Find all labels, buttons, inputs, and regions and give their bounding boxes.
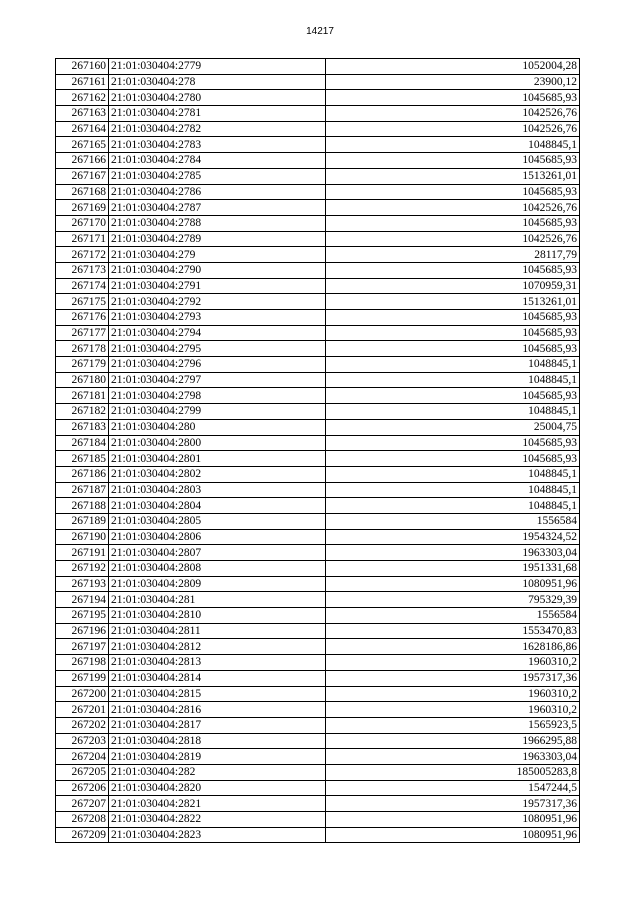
cadastral-number-cell: 21:01:030404:2810 — [109, 608, 326, 624]
row-number-cell: 267202 — [56, 717, 109, 733]
row-number-cell: 267171 — [56, 231, 109, 247]
cadastral-number-cell: 21:01:030404:2782 — [109, 121, 326, 137]
row-number-cell: 267161 — [56, 74, 109, 90]
cadastral-number-cell: 21:01:030404:279 — [109, 247, 326, 263]
table-row — [56, 623, 580, 639]
page-number: 14217 — [306, 26, 334, 37]
cadastral-number-cell: 21:01:030404:2814 — [109, 670, 326, 686]
cadastral-value-cell: 1042526,76 — [326, 200, 580, 216]
cadastral-value-cell: 1963303,04 — [326, 749, 580, 765]
row-number-cell: 267172 — [56, 247, 109, 263]
table-row — [56, 419, 580, 435]
cadastral-number-cell: 21:01:030404:2803 — [109, 482, 326, 498]
cadastral-number-cell: 21:01:030404:2818 — [109, 733, 326, 749]
cadastral-value-cell: 1547244,5 — [326, 780, 580, 796]
cadastral-number-cell: 21:01:030404:2796 — [109, 357, 326, 373]
table-row — [56, 262, 580, 278]
cadastral-number-cell: 21:01:030404:2804 — [109, 498, 326, 514]
row-number-cell: 267166 — [56, 153, 109, 169]
table-row — [56, 733, 580, 749]
table-row — [56, 121, 580, 137]
cadastral-value-cell: 1045685,93 — [326, 310, 580, 326]
cadastral-value-cell: 1052004,28 — [326, 59, 580, 75]
cadastral-value-cell: 1042526,76 — [326, 231, 580, 247]
cadastral-value-cell: 1963303,04 — [326, 545, 580, 561]
cadastral-number-cell: 21:01:030404:282 — [109, 764, 326, 780]
cadastral-number-cell: 21:01:030404:2781 — [109, 106, 326, 122]
cadastral-value-cell: 1045685,93 — [326, 90, 580, 106]
cadastral-number-cell: 21:01:030404:2788 — [109, 215, 326, 231]
cadastral-value-cell: 1045685,93 — [326, 341, 580, 357]
cadastral-value-cell: 1045685,93 — [326, 325, 580, 341]
row-number-cell: 267177 — [56, 325, 109, 341]
table-row — [56, 670, 580, 686]
table-row — [56, 388, 580, 404]
row-number-cell: 267201 — [56, 702, 109, 718]
cadastral-number-cell: 21:01:030404:2790 — [109, 262, 326, 278]
cadastral-number-cell: 21:01:030404:2783 — [109, 137, 326, 153]
row-number-cell: 267178 — [56, 341, 109, 357]
cadastral-value-cell: 1960310,2 — [326, 702, 580, 718]
row-number-cell: 267195 — [56, 608, 109, 624]
row-number-cell: 267162 — [56, 90, 109, 106]
table-row — [56, 325, 580, 341]
table-row — [56, 137, 580, 153]
cadastral-value-cell: 1048845,1 — [326, 372, 580, 388]
table-row — [56, 561, 580, 577]
row-number-cell: 267191 — [56, 545, 109, 561]
row-number-cell: 267207 — [56, 796, 109, 812]
row-number-cell: 267174 — [56, 278, 109, 294]
row-number-cell: 267208 — [56, 812, 109, 828]
table-row — [56, 482, 580, 498]
cadastral-number-cell: 21:01:030404:2817 — [109, 717, 326, 733]
cadastral-number-cell: 21:01:030404:2798 — [109, 388, 326, 404]
cadastral-value-cell: 1954324,52 — [326, 529, 580, 545]
row-number-cell: 267200 — [56, 686, 109, 702]
cadastral-number-cell: 21:01:030404:2802 — [109, 466, 326, 482]
cadastral-value-cell: 1556584 — [326, 608, 580, 624]
row-number-cell: 267204 — [56, 749, 109, 765]
cadastral-number-cell: 21:01:030404:2823 — [109, 827, 326, 843]
table-row — [56, 200, 580, 216]
table-row — [56, 90, 580, 106]
cadastral-number-cell: 21:01:030404:2793 — [109, 310, 326, 326]
cadastral-value-cell: 1565923,5 — [326, 717, 580, 733]
cadastral-number-cell: 21:01:030404:2789 — [109, 231, 326, 247]
cadastral-value-cell: 1048845,1 — [326, 404, 580, 420]
cadastral-value-cell: 1045685,93 — [326, 388, 580, 404]
table-row — [56, 310, 580, 326]
cadastral-number-cell: 21:01:030404:280 — [109, 419, 326, 435]
cadastral-value-cell: 1080951,96 — [326, 812, 580, 828]
row-number-cell: 267163 — [56, 106, 109, 122]
cadastral-number-cell: 21:01:030404:2780 — [109, 90, 326, 106]
row-number-cell: 267168 — [56, 184, 109, 200]
cadastral-number-cell: 21:01:030404:2821 — [109, 796, 326, 812]
table-row — [56, 686, 580, 702]
cadastral-value-cell: 25004,75 — [326, 419, 580, 435]
table-row — [56, 466, 580, 482]
table-row — [56, 513, 580, 529]
cadastral-number-cell: 21:01:030404:2807 — [109, 545, 326, 561]
cadastral-number-cell: 21:01:030404:2815 — [109, 686, 326, 702]
cadastral-value-cell: 795329,39 — [326, 592, 580, 608]
row-number-cell: 267160 — [56, 59, 109, 75]
cadastral-number-cell: 21:01:030404:2779 — [109, 59, 326, 75]
table-row — [56, 153, 580, 169]
cadastral-value-cell: 1045685,93 — [326, 184, 580, 200]
cadastral-value-cell: 1048845,1 — [326, 498, 580, 514]
table-row — [56, 764, 580, 780]
row-number-cell: 267193 — [56, 576, 109, 592]
table-row — [56, 498, 580, 514]
table-row — [56, 812, 580, 828]
cadastral-value-cell: 185005283,8 — [326, 764, 580, 780]
cadastral-number-cell: 21:01:030404:2785 — [109, 168, 326, 184]
cadastral-value-cell: 28117,79 — [326, 247, 580, 263]
table-row — [56, 404, 580, 420]
table-row — [56, 184, 580, 200]
cadastral-value-cell: 1048845,1 — [326, 357, 580, 373]
cadastral-value-cell: 1048845,1 — [326, 137, 580, 153]
row-number-cell: 267209 — [56, 827, 109, 843]
cadastral-value-cell: 1080951,96 — [326, 576, 580, 592]
cadastral-value-cell: 1628186,86 — [326, 639, 580, 655]
cadastral-number-cell: 21:01:030404:2809 — [109, 576, 326, 592]
cadastral-number-cell: 21:01:030404:2795 — [109, 341, 326, 357]
table-row — [56, 529, 580, 545]
table-row — [56, 231, 580, 247]
cadastral-value-cell: 1957317,36 — [326, 796, 580, 812]
cadastral-value-cell: 1960310,2 — [326, 686, 580, 702]
cadastral-value-table — [55, 58, 580, 843]
cadastral-value-cell: 1045685,93 — [326, 451, 580, 467]
row-number-cell: 267188 — [56, 498, 109, 514]
table-row — [56, 278, 580, 294]
table-row — [56, 247, 580, 263]
row-number-cell: 267205 — [56, 764, 109, 780]
cadastral-number-cell: 21:01:030404:2820 — [109, 780, 326, 796]
cadastral-number-cell: 21:01:030404:2784 — [109, 153, 326, 169]
row-number-cell: 267198 — [56, 655, 109, 671]
row-number-cell: 267187 — [56, 482, 109, 498]
cadastral-value-cell: 1045685,93 — [326, 153, 580, 169]
cadastral-value-cell: 1553470,83 — [326, 623, 580, 639]
table-row — [56, 592, 580, 608]
cadastral-value-cell: 1080951,96 — [326, 827, 580, 843]
table-row — [56, 702, 580, 718]
row-number-cell: 267170 — [56, 215, 109, 231]
row-number-cell: 267186 — [56, 466, 109, 482]
cadastral-number-cell: 21:01:030404:2800 — [109, 435, 326, 451]
table-row — [56, 545, 580, 561]
cadastral-number-cell: 21:01:030404:2791 — [109, 278, 326, 294]
table-row — [56, 639, 580, 655]
row-number-cell: 267164 — [56, 121, 109, 137]
cadastral-number-cell: 21:01:030404:2801 — [109, 451, 326, 467]
row-number-cell: 267183 — [56, 419, 109, 435]
cadastral-number-cell: 21:01:030404:2816 — [109, 702, 326, 718]
row-number-cell: 267206 — [56, 780, 109, 796]
cadastral-number-cell: 21:01:030404:2812 — [109, 639, 326, 655]
cadastral-number-cell: 21:01:030404:2808 — [109, 561, 326, 577]
cadastral-number-cell: 21:01:030404:2813 — [109, 655, 326, 671]
cadastral-value-cell: 1042526,76 — [326, 106, 580, 122]
cadastral-value-cell: 1048845,1 — [326, 466, 580, 482]
cadastral-value-cell: 1045685,93 — [326, 215, 580, 231]
cadastral-value-cell: 1957317,36 — [326, 670, 580, 686]
cadastral-value-cell: 23900,12 — [326, 74, 580, 90]
cadastral-number-cell: 21:01:030404:2822 — [109, 812, 326, 828]
row-number-cell: 267185 — [56, 451, 109, 467]
row-number-cell: 267190 — [56, 529, 109, 545]
row-number-cell: 267181 — [56, 388, 109, 404]
cadastral-value-cell: 1513261,01 — [326, 168, 580, 184]
row-number-cell: 267184 — [56, 435, 109, 451]
cadastral-value-cell: 1966295,88 — [326, 733, 580, 749]
row-number-cell: 267176 — [56, 310, 109, 326]
row-number-cell: 267173 — [56, 262, 109, 278]
row-number-cell: 267180 — [56, 372, 109, 388]
cadastral-value-cell: 1045685,93 — [326, 435, 580, 451]
cadastral-number-cell: 21:01:030404:2792 — [109, 294, 326, 310]
table-row — [56, 294, 580, 310]
table-row — [56, 106, 580, 122]
cadastral-number-cell: 21:01:030404:2806 — [109, 529, 326, 545]
table-row — [56, 451, 580, 467]
row-number-cell: 267189 — [56, 513, 109, 529]
row-number-cell: 267175 — [56, 294, 109, 310]
table-row — [56, 74, 580, 90]
cadastral-number-cell: 21:01:030404:2805 — [109, 513, 326, 529]
cadastral-number-cell: 21:01:030404:2799 — [109, 404, 326, 420]
cadastral-value-cell: 1556584 — [326, 513, 580, 529]
cadastral-number-cell: 21:01:030404:2797 — [109, 372, 326, 388]
cadastral-number-cell: 21:01:030404:281 — [109, 592, 326, 608]
table-row — [56, 357, 580, 373]
cadastral-value-cell: 1070959,31 — [326, 278, 580, 294]
cadastral-value-cell: 1045685,93 — [326, 262, 580, 278]
cadastral-value-cell: 1951331,68 — [326, 561, 580, 577]
table-row — [56, 608, 580, 624]
table-row — [56, 372, 580, 388]
cadastral-value-cell: 1042526,76 — [326, 121, 580, 137]
table-row — [56, 435, 580, 451]
table-row — [56, 341, 580, 357]
cadastral-number-cell: 21:01:030404:2794 — [109, 325, 326, 341]
table-row — [56, 59, 580, 75]
cadastral-value-cell: 1513261,01 — [326, 294, 580, 310]
table-row — [56, 717, 580, 733]
row-number-cell: 267196 — [56, 623, 109, 639]
table-row — [56, 168, 580, 184]
row-number-cell: 267165 — [56, 137, 109, 153]
table-row — [56, 655, 580, 671]
cadastral-value-cell: 1960310,2 — [326, 655, 580, 671]
row-number-cell: 267194 — [56, 592, 109, 608]
row-number-cell: 267199 — [56, 670, 109, 686]
row-number-cell: 267203 — [56, 733, 109, 749]
row-number-cell: 267182 — [56, 404, 109, 420]
row-number-cell: 267179 — [56, 357, 109, 373]
table-row — [56, 827, 580, 843]
table-row — [56, 749, 580, 765]
table-row — [56, 576, 580, 592]
table-body — [56, 59, 580, 843]
cadastral-number-cell: 21:01:030404:2811 — [109, 623, 326, 639]
cadastral-number-cell: 21:01:030404:2786 — [109, 184, 326, 200]
table-row — [56, 780, 580, 796]
table-row — [56, 215, 580, 231]
cadastral-number-cell: 21:01:030404:2819 — [109, 749, 326, 765]
cadastral-value-cell: 1048845,1 — [326, 482, 580, 498]
row-number-cell: 267169 — [56, 200, 109, 216]
row-number-cell: 267192 — [56, 561, 109, 577]
cadastral-number-cell: 21:01:030404:278 — [109, 74, 326, 90]
cadastral-number-cell: 21:01:030404:2787 — [109, 200, 326, 216]
row-number-cell: 267197 — [56, 639, 109, 655]
row-number-cell: 267167 — [56, 168, 109, 184]
table-row — [56, 796, 580, 812]
